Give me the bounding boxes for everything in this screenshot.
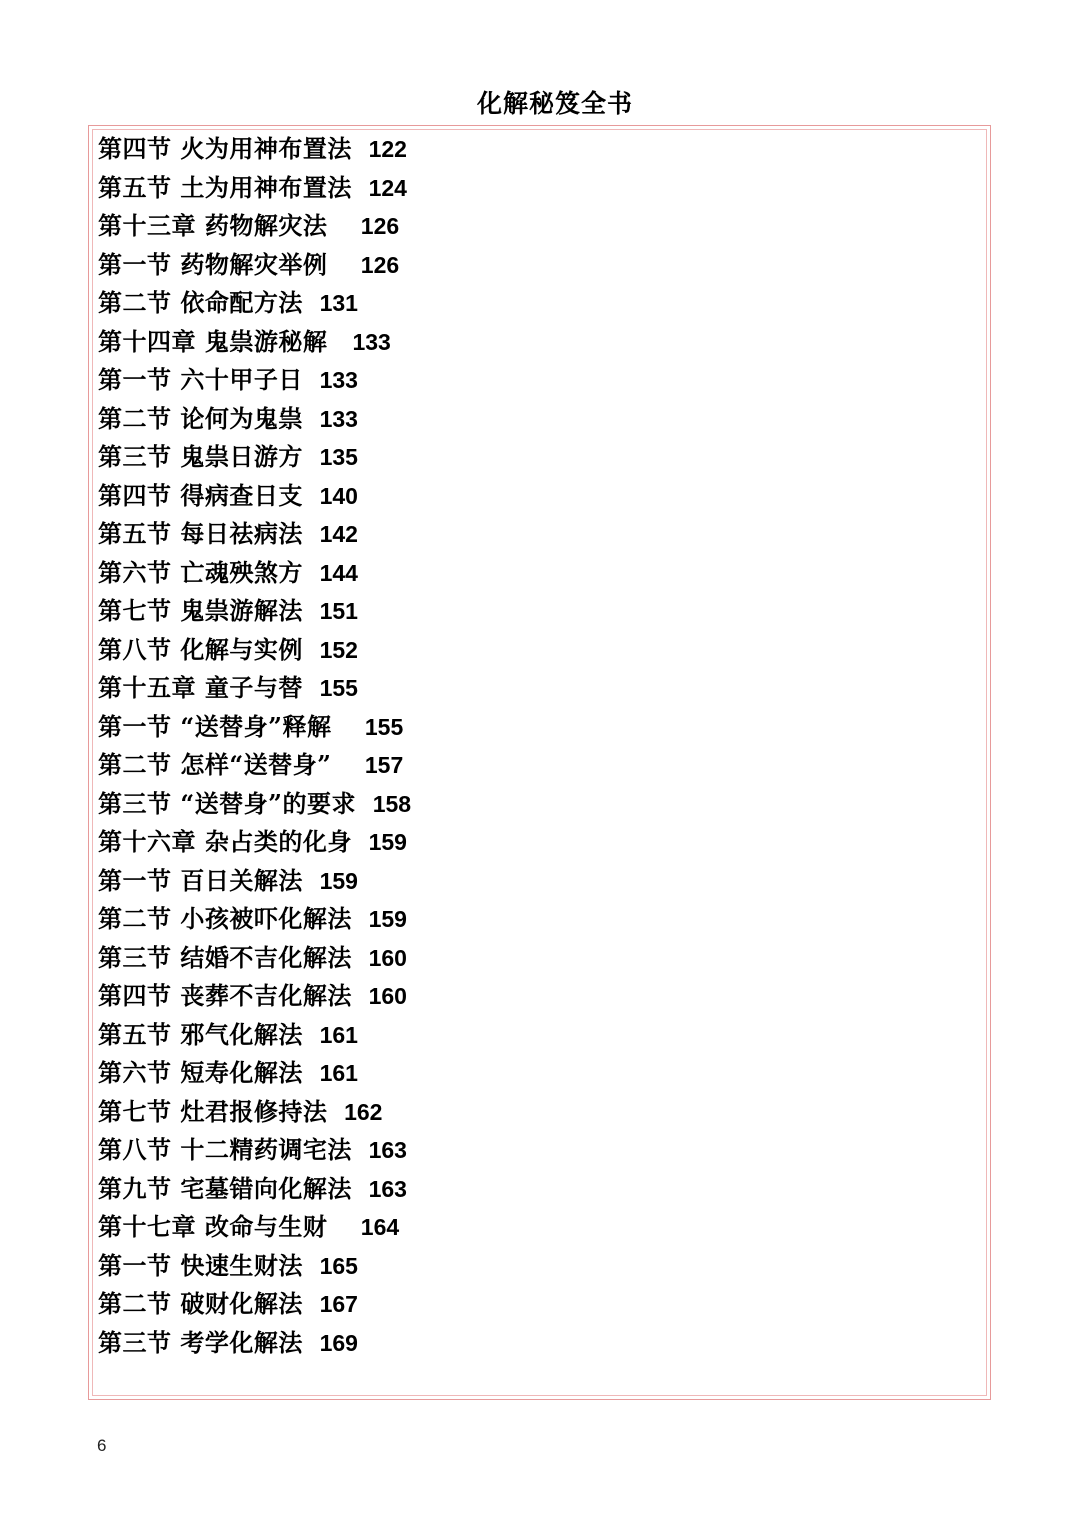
toc-entry-page: 155 [319, 675, 358, 701]
toc-entry [98, 284, 411, 323]
toc-entry-page: 159 [368, 906, 407, 932]
toc-entry-title: 第八节 十二精药调宅法 [98, 1135, 352, 1164]
toc-entry [98, 1285, 411, 1324]
toc-entry-title: 第九节 宅墓错向化解法 [98, 1173, 352, 1203]
toc-entry [98, 1170, 411, 1209]
toc-entry [98, 438, 411, 477]
toc-entry-page: 133 [319, 367, 358, 393]
toc-entry [98, 323, 411, 362]
toc-entry [98, 746, 411, 785]
toc-entry-title: 第十三章 药物解灾法 [98, 211, 328, 240]
toc-entry-title: 第一节 六十甲子日 [98, 365, 303, 394]
toc-entry-page: 157 [364, 752, 404, 778]
toc-entry-title: 第三节 “送替身”的要求 [98, 788, 356, 818]
toc-entry [98, 669, 411, 708]
toc-entry [98, 900, 411, 939]
toc-entry [98, 592, 411, 631]
toc-entry-page: 162 [344, 1098, 383, 1125]
toc-entry-title: 第三节 结婚不吉化解法 [98, 942, 352, 972]
toc-entry-title: 第六节 短寿化解法 [98, 1058, 303, 1087]
toc-entry-title: 第四节 火为用神布置法 [98, 134, 352, 163]
toc-entry-page: 159 [368, 829, 407, 855]
toc-entry-title: 第三节 鬼祟日游方 [98, 442, 303, 471]
toc-entry [98, 862, 411, 901]
toc-entry-title: 第五节 每日祛病法 [98, 519, 303, 548]
toc-entry-page: 124 [368, 174, 407, 201]
toc-entry-title: 第十四章 鬼祟游秘解 [98, 326, 328, 356]
toc-entry-page: 161 [319, 1021, 358, 1048]
toc-entry [98, 1131, 411, 1170]
toc-entry [98, 823, 411, 862]
toc-entry-title: 第一节 “送替身”释解 [98, 711, 332, 741]
toc-entry-title: 第二节 论何为鬼祟 [98, 403, 303, 433]
toc-entry-title: 第七节 鬼祟游解法 [98, 596, 303, 625]
toc-entry-page: 140 [319, 482, 358, 509]
toc-entry [98, 1208, 411, 1247]
toc-entry-page: 126 [360, 213, 400, 239]
toc-entry-page: 135 [319, 444, 358, 470]
toc-entry [98, 477, 411, 516]
toc-entry [98, 515, 411, 554]
toc-entry-title: 第十六章 杂占类的化身 [98, 827, 352, 856]
toc-entry-title: 第三节 考学化解法 [98, 1327, 303, 1357]
toc-entry-title: 第一节 药物解灾举例 [98, 249, 328, 279]
toc-entry-page: 142 [319, 521, 358, 547]
toc-entry-title: 第一节 百日关解法 [98, 865, 303, 895]
toc-entry-title: 第八节 化解与实例 [98, 634, 303, 664]
toc-entry-page: 164 [360, 1214, 400, 1240]
toc-entry-title: 第七节 灶君报修持法 [98, 1096, 328, 1126]
toc-entry [98, 169, 411, 208]
toc-entry-title: 第二节 小孩被吓化解法 [98, 904, 352, 933]
toc-entry [98, 631, 411, 670]
toc-entry-title: 第二节 怎样“送替身” [98, 750, 332, 779]
toc-entry-title: 第十七章 改命与生财 [98, 1212, 328, 1241]
toc-entry-page: 167 [319, 1291, 358, 1317]
toc-entry-page: 160 [368, 983, 407, 1009]
toc-entry-page: 161 [319, 1060, 358, 1086]
toc-entry-page: 131 [319, 290, 358, 316]
toc-entry-page: 163 [368, 1175, 407, 1202]
page-number: 6 [97, 1436, 107, 1455]
toc-entry-page: 133 [352, 328, 391, 355]
toc-entry [98, 130, 411, 169]
toc-entry-page: 133 [319, 405, 358, 432]
toc-entry-page: 159 [319, 867, 358, 894]
toc-entry [98, 361, 411, 400]
toc-entry-page: 126 [360, 251, 400, 278]
toc-entry-title: 第二节 破财化解法 [98, 1289, 303, 1318]
toc-entry-page: 160 [368, 944, 407, 971]
toc-entry [98, 785, 411, 824]
table-of-contents [98, 130, 411, 1362]
toc-entry [98, 246, 411, 285]
toc-entry-page: 165 [319, 1252, 358, 1279]
toc-entry [98, 1093, 411, 1132]
toc-entry-page: 151 [319, 598, 358, 624]
toc-entry-title: 第二节 依命配方法 [98, 288, 303, 317]
toc-entry [98, 1054, 411, 1093]
toc-entry [98, 554, 411, 593]
toc-entry-page: 169 [319, 1329, 358, 1356]
page-title: 化解秘笈全书 [476, 89, 633, 118]
toc-entry-page: 122 [368, 136, 407, 162]
toc-entry [98, 708, 411, 747]
toc-entry [98, 1016, 411, 1055]
toc-entry-title: 第五节 土为用神布置法 [98, 172, 352, 202]
toc-entry-page: 163 [368, 1137, 407, 1163]
toc-entry-title: 第五节 邪气化解法 [98, 1019, 303, 1049]
toc-entry [98, 1247, 411, 1286]
toc-entry-page: 155 [364, 713, 404, 740]
toc-entry [98, 400, 411, 439]
toc-entry [98, 939, 411, 978]
toc-entry-title: 第四节 得病查日支 [98, 480, 303, 510]
toc-entry-page: 158 [372, 790, 412, 817]
toc-entry-page: 144 [319, 559, 358, 586]
toc-entry-title: 第十五章 童子与替 [98, 673, 303, 702]
toc-entry-title: 第六节 亡魂殃煞方 [98, 557, 303, 587]
toc-entry-page: 152 [319, 636, 358, 663]
toc-entry [98, 207, 411, 246]
toc-entry-title: 第四节 丧葬不吉化解法 [98, 981, 352, 1010]
toc-entry [98, 977, 411, 1016]
toc-entry-title: 第一节 快速生财法 [98, 1250, 303, 1280]
toc-entry [98, 1324, 411, 1363]
